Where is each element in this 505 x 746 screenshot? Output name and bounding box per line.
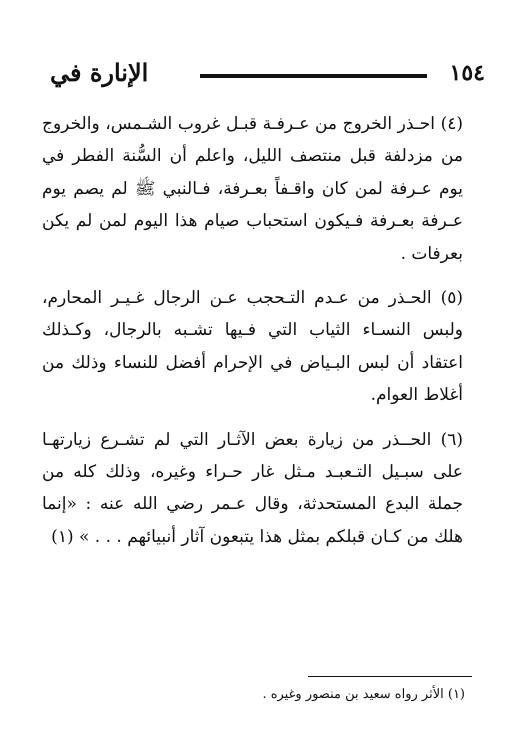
page-number: ١٥٤ [449, 60, 485, 86]
footnote: (١) الأثر رواه سعيد بن منصور وغيره . [262, 687, 465, 702]
footnote-rule [308, 676, 472, 677]
paragraph-text: احـذر الخروج من عـرفـة قبـل غروب الشـمس، والخروج من مزدلفة قبل منتصف الليل، واعلم أن السُّنة الفطر في يوم عـرفة لمن كان واقـفاً بعـرفة، فـالنبي ﷺ لم يصم يوم عـرفة بعـرفة فـيكون استحباب صيام هذا اليوم لمن لم يكن بعرفات . [42, 114, 463, 264]
header-rule [200, 74, 427, 78]
paragraph-text: الحـذر من عـدم التـحجب عـن الرجال غـيـر المحارم، ولبس النسـاء الثياب التي فـيها تشـبه بالرجال، وكـذلك اعتقاد أن لبس البـياض في الإحرام أفضل للنساء وذلك من أغلاط العوام. [42, 288, 463, 406]
paragraph-6 [42, 424, 463, 554]
body-text [42, 108, 463, 553]
page-header [50, 58, 485, 94]
paragraph-number: (٥) [440, 288, 463, 309]
paragraph-5 [42, 282, 463, 412]
paragraph-number: (٤) [440, 114, 463, 134]
paragraph-number: (٦) [440, 429, 464, 450]
paragraph-4 [42, 108, 463, 270]
paragraph-text: الحــذر من زيارة بعض الآثـار التي لم تشـرع زيارتهـا على سبـيل التـعبـد مـثل غار حـراء وغيره، وذلك كله من جملة البدع المستحدثة، وقال عـمر رضي الله عنه : «إنما هلك من كـان قبلكم بمثل هذا يتبعون آثار أنبيائهم . . . » (١) [42, 429, 463, 547]
book-title: الإنارة في [50, 58, 149, 87]
